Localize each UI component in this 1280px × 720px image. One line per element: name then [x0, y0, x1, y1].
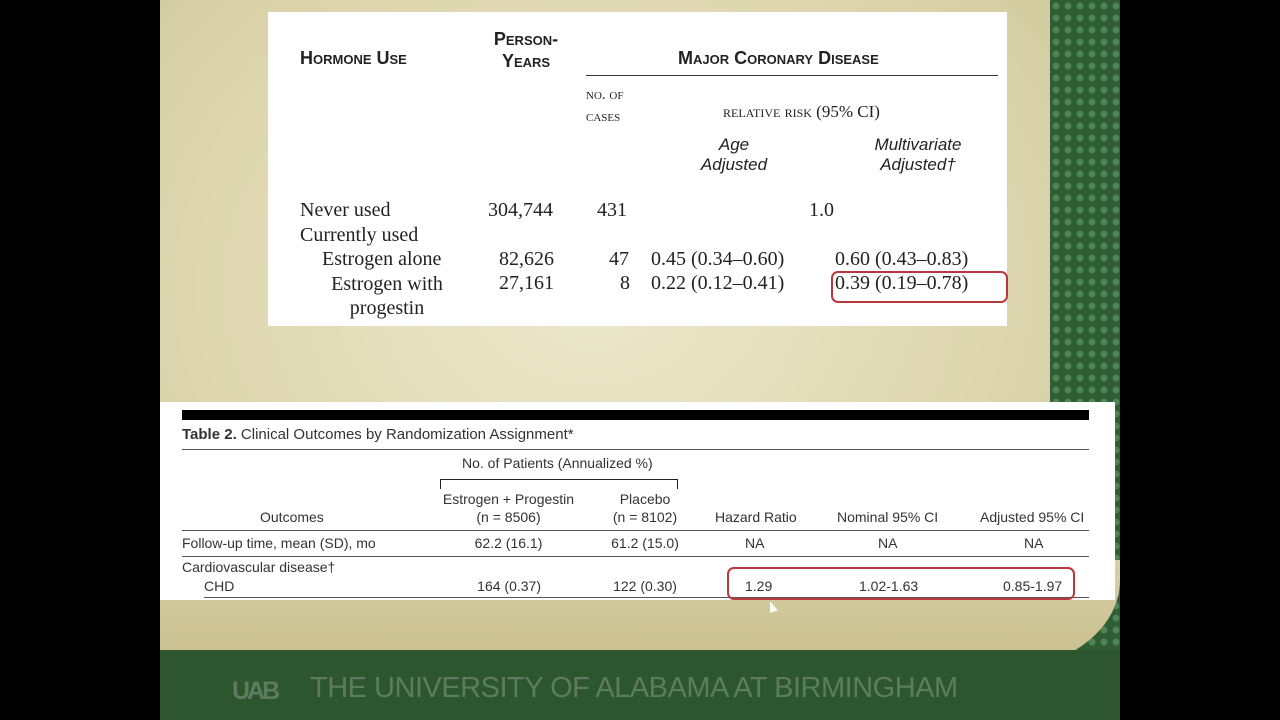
row-label: Cardiovascular disease†: [182, 559, 336, 575]
table-title: Clinical Outcomes by Randomization Assignment*: [240, 426, 574, 443]
cell-hr: 1.29: [745, 578, 773, 594]
row-label: Never used: [300, 199, 391, 221]
header-relative-risk: relative risk (95% CI): [723, 102, 880, 121]
col-nominal-ci: Nominal 95% CI: [837, 509, 939, 525]
header-no-cases: no. of cases: [586, 87, 624, 125]
row-label: Follow-up time, mean (SD), mo: [182, 535, 376, 551]
footer: [160, 650, 1120, 720]
group-bracket: [440, 479, 678, 489]
col-ep-n: (n = 8506): [476, 509, 541, 525]
header-major-coronary: Major Coronary Disease: [678, 48, 879, 68]
header-person-years: Person-Years: [493, 29, 559, 71]
header-age-adjusted: Age Adjusted: [700, 135, 768, 174]
divider: [182, 530, 1089, 531]
cell-hr: NA: [745, 535, 765, 551]
table-number: Table 2.: [182, 426, 237, 443]
col-adjusted-ci: Adjusted 95% CI: [980, 509, 1085, 525]
cell-ep: 62.2 (16.1): [474, 535, 543, 551]
header-hormone-use: Hormone Use: [300, 48, 407, 68]
footer-text: THE UNIVERSITY OF ALABAMA AT BIRMINGHAM: [310, 672, 958, 704]
col-ep: Estrogen + Progestin: [442, 491, 575, 507]
person-years: 304,744: [488, 199, 553, 221]
col-placebo-n: (n = 8102): [612, 509, 678, 525]
person-years: 82,626: [499, 248, 554, 270]
cases: 8: [620, 272, 630, 294]
cell-placebo: 61.2 (15.0): [611, 535, 679, 551]
cell-adjusted: 0.85-1.97: [1003, 578, 1063, 594]
cell-adjusted: NA: [1024, 535, 1044, 551]
uab-logo: UAB: [232, 677, 278, 705]
table-top-bar: [182, 410, 1089, 420]
header-multivariate: Multivariate Adjusted†: [874, 135, 962, 174]
age-adjusted-rr: 0.22 (0.12–0.41): [651, 272, 785, 294]
cell-nominal: 1.02-1.63: [859, 578, 919, 594]
multivariate-rr: 0.60 (0.43–0.83): [835, 248, 969, 270]
highlight-box: [831, 271, 1008, 303]
cell-ep: 164 (0.37): [477, 578, 541, 594]
person-years: 27,161: [499, 272, 554, 294]
clinical-outcomes-table: [160, 402, 1115, 600]
cell-nominal: NA: [878, 535, 898, 551]
relative-risk: 1.0: [809, 199, 834, 221]
divider: [182, 449, 1089, 450]
cases: 47: [609, 248, 629, 270]
slide: [160, 0, 1120, 720]
cases: 431: [597, 199, 627, 221]
highlight-box: [727, 567, 1075, 600]
cell-placebo: 122 (0.30): [613, 578, 677, 594]
group-header: No. of Patients (Annualized %): [462, 455, 653, 471]
col-hazard-ratio: Hazard Ratio: [715, 509, 797, 525]
age-adjusted-rr: 0.45 (0.34–0.60): [651, 248, 785, 270]
divider: [586, 75, 998, 76]
col-placebo: Placebo: [619, 491, 671, 507]
row-label: CHD: [204, 578, 235, 594]
col-outcomes: Outcomes: [260, 509, 324, 525]
multivariate-rr: 0.39 (0.19–0.78): [835, 272, 969, 294]
hormone-table: [268, 12, 1007, 326]
row-label: Estrogen with progestin: [331, 273, 443, 319]
row-label: Estrogen alone: [322, 248, 442, 270]
divider: [182, 556, 1089, 557]
row-label: Currently used: [300, 224, 419, 246]
